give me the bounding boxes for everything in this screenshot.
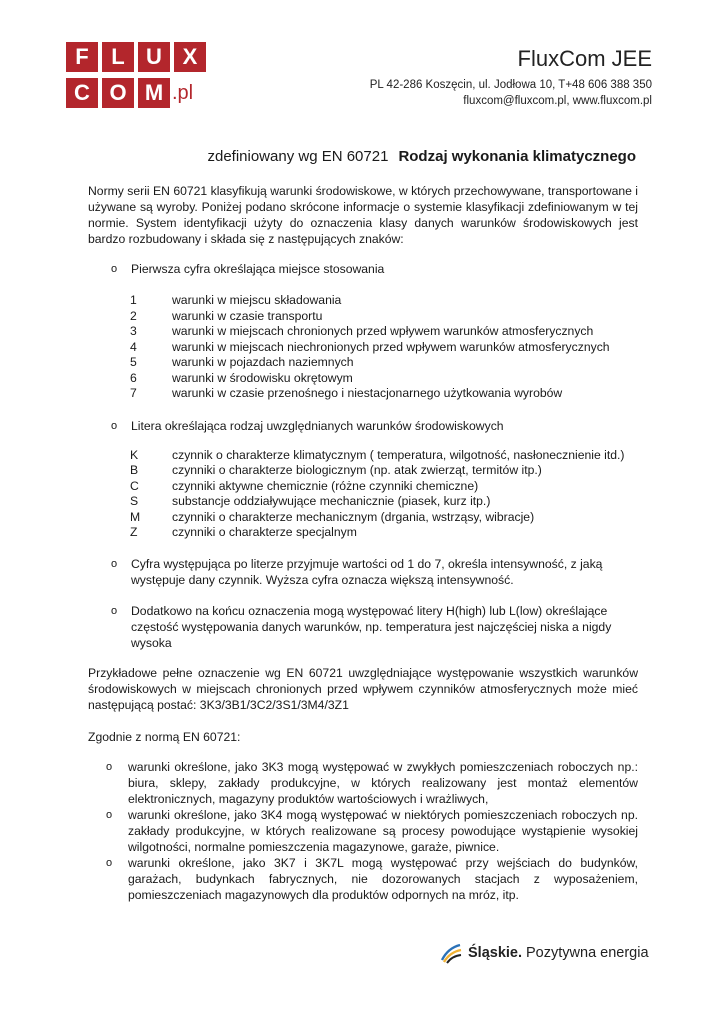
logo-letter: F [66, 42, 98, 72]
code-description: czynniki o charakterze biologicznym (np. atak zwierząt, termitów itp.) [172, 463, 542, 477]
conformity-text: warunki określone, jako 3K4 mogą występować w niektórych pomieszczeniach roboczych np. zakłady produkcyjne, w których realizowane są procesy powodujące wystąpienie wysokiej wilgotności, normalne pomieszczenia magazynowe, garaże, piwnice. [128, 807, 638, 854]
logo-letter: O [102, 78, 134, 108]
fluxcom-logo [66, 42, 206, 108]
conformity-item [88, 807, 638, 855]
company-name: FluxCom JEE [517, 46, 652, 71]
footer-slogan: Pozytywna energia [526, 945, 649, 961]
code-description: czynniki o charakterze specjalnym [172, 525, 357, 539]
conformity-item [88, 759, 638, 807]
bullet-text: Cyfra występująca po literze przyjmuje wartości od 1 do 7, określa intensywność, z jaką występuje dany czynnik. Wyższa cyfra oznacza większą intensywność. [131, 556, 603, 587]
conformity-text: warunki określone, jako 3K7 i 3K7L mogą występować przy wejściach do budynków, garażach, budynkach fabrycznych, nie dozorowanych stacjach z wyposażeniem, pomieszczeniach magazynowych dla produktów odpornych na mróz, itp. [128, 855, 638, 902]
code-description: warunki w czasie przenośnego i niestacjonarnego użytkowania wyrobów [172, 386, 563, 400]
bullet-text: Pierwsza cyfra określająca miejsce stosowania [131, 262, 385, 276]
code-key: 7 [130, 386, 137, 400]
bullet-circle-icon: o [106, 856, 113, 869]
code-row [130, 293, 638, 309]
slaskie-logo-icon [440, 942, 462, 964]
code-description: warunki w pojazdach naziemnych [172, 355, 354, 369]
code-key: Z [130, 525, 138, 539]
code-row [130, 525, 638, 541]
example-paragraph: Przykładowe pełne oznaczenie wg EN 60721 uwzględniające występowanie wszystkich warunków środowiskowych w miejscach chronionych przed wpływem czynników atmosferycznych może mieć następującą postać: 3K3/3B1/3C2/3S1/3M4/3Z1 [88, 665, 638, 712]
code-description: warunki w miejscach niechronionych przed wpływem warunków atmosferycznych [172, 339, 610, 354]
document-body [88, 183, 638, 903]
code-key: 3 [130, 324, 137, 338]
code-row [130, 448, 638, 464]
code-description: czynniki o charakterze mechanicznym (drgania, wstrząsy, wibracje) [172, 509, 535, 524]
code-row [130, 324, 638, 340]
bullet-extra [88, 603, 638, 651]
code-key: B [130, 463, 139, 477]
bullet-circle-icon: o [111, 419, 118, 432]
logo-suffix: .pl [172, 82, 194, 104]
bullet-digit2 [88, 556, 638, 588]
code-row [130, 355, 638, 371]
code-description: warunki w miejscu składowania [172, 293, 342, 307]
company-contact: fluxcom@fluxcom.pl, www.fluxcom.pl [463, 95, 652, 107]
code-key: C [130, 478, 139, 493]
code-key: 5 [130, 355, 137, 369]
code-key: 6 [130, 370, 137, 385]
bullet-text: Dodatkowo na końcu oznaczenia mogą występować litery H(high) lub L(low) określające częstość występowania danych warunków, np. temperatura jest najczęściej niska a nigdy wysoka [131, 603, 612, 650]
code-key: M [130, 509, 141, 524]
company-address-block [370, 77, 652, 109]
conformity-label: Zgodnie z normą EN 60721: [88, 729, 241, 744]
code-row [130, 494, 638, 510]
logo-letter: U [138, 42, 170, 72]
code-key: S [130, 494, 139, 508]
code-key: 4 [130, 339, 137, 354]
code-description: warunki w miejscach chronionych przed wpływem warunków atmosferycznych [172, 324, 594, 338]
code-description: czynnik o charakterze klimatycznym ( temperatura, wilgotność, nasłonecznienie itd.) [172, 447, 625, 462]
conformity-list [88, 759, 638, 903]
letter-list [88, 448, 638, 541]
document-title [207, 148, 636, 165]
title-lead: zdefiniowany wg EN 60721 [207, 148, 389, 165]
logo-letter: C [66, 78, 98, 108]
logo-letter: M [138, 78, 170, 108]
code-row [130, 479, 638, 495]
code-row [130, 309, 638, 325]
code-row [130, 510, 638, 526]
bullet-circle-icon: o [106, 760, 113, 773]
conformity-text: warunki określone, jako 3K3 mogą występować w zwykłych pomieszczeniach roboczych np.: biura, sklepy, zakłady produkcyjne, w których realizowany jest montaż elementów elektronicznych, magazyny produktów wartościowych i wrażliwych, [128, 759, 638, 806]
intro-paragraph: Normy serii EN 60721 klasyfikują warunki środowiskowe, w których przechowywane, transportowane i używane są wyroby. Poniżej podano skrócone informacje o systemie klasyfikacji zdefiniowanym w tej normie. System identyfikacji użyty do oznaczenia klasy danych warunków środowiskowych jest bardzo rozbudowany i składa się z następujących znaków: [88, 184, 639, 246]
logo-letter: L [102, 42, 134, 72]
code-key: 1 [130, 293, 137, 307]
title-bold: Rodzaj wykonania klimatycznego [398, 148, 636, 165]
footer-slaskie [440, 942, 649, 964]
conformity-item [88, 855, 638, 903]
code-key: 2 [130, 308, 137, 323]
digit-list [88, 293, 638, 402]
code-row [130, 386, 638, 402]
code-description: warunki w czasie transportu [172, 308, 323, 323]
logo-letter: X [174, 42, 206, 72]
bullet-text: Litera określająca rodzaj uwzględnianych warunków środowiskowych [131, 418, 504, 433]
bullet-digit [88, 261, 638, 277]
code-description: czynniki aktywne chemicznie (różne czynniki chemiczne) [172, 478, 479, 493]
bullet-circle-icon: o [111, 557, 118, 570]
company-address: PL 42-286 Koszęcin, ul. Jodłowa 10, T+48 606 388 350 [369, 79, 652, 91]
code-description: warunki w środowisku okrętowym [172, 370, 353, 385]
bullet-circle-icon: o [111, 263, 118, 275]
code-row [130, 371, 638, 387]
footer-brand: Śląskie. [468, 945, 523, 961]
bullet-circle-icon: o [111, 604, 118, 617]
bullet-circle-icon: o [106, 808, 113, 821]
code-key: K [130, 447, 139, 462]
code-row [130, 340, 638, 356]
code-description: substancje oddziaływujące mechanicznie (piasek, kurz itp.) [172, 494, 491, 508]
code-row [130, 463, 638, 479]
bullet-letter [88, 418, 638, 434]
